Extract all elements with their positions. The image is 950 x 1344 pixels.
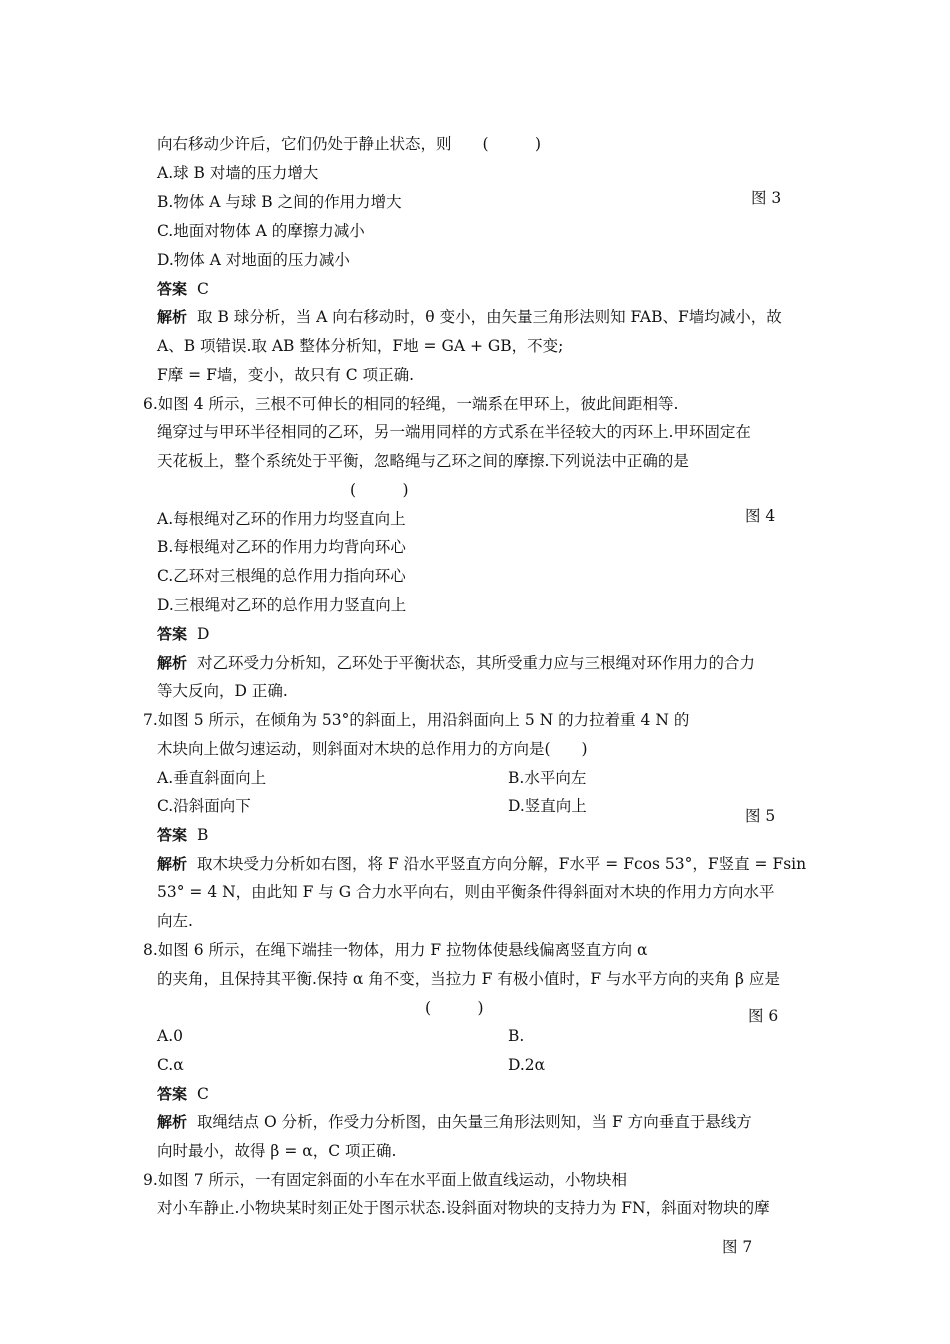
text-line: A、B 项错误.取 AB 整体分析知，F地 = GA + GB，不变;	[157, 337, 564, 355]
figure-label: 图 5	[745, 807, 776, 825]
option-c: C.地面对物体 A 的摩擦力减小	[157, 222, 365, 240]
answer-line	[157, 1083, 209, 1105]
text-line: 53° = 4 N，由此知 F 与 G 合力水平向右，则由平衡条件得斜面对木块的作用力方向水平	[157, 883, 775, 901]
option-c: C.乙环对三根绳的总作用力指向环心	[157, 567, 406, 585]
text-line: 向左.	[157, 912, 193, 930]
text-line: 向时最小，故得 β = α，C 项正确.	[157, 1142, 397, 1160]
analysis-label: 解析	[157, 654, 188, 672]
answer-label: 答案	[157, 280, 188, 298]
text-line: 等大反向，D 正确.	[157, 682, 288, 700]
option-d: D.物体 A 对地面的压力减小	[157, 251, 350, 269]
answer-value: C	[197, 1085, 209, 1103]
question-line: 7.如图 5 所示，在倾角为 53°的斜面上，用沿斜面向上 5 N 的力拉着重 4 N 的	[143, 711, 690, 729]
figure-label: 图 3	[751, 189, 782, 207]
figure-label: 图 6	[748, 1007, 779, 1025]
analysis-line	[157, 1111, 752, 1133]
option-b: B.物体 A 与球 B 之间的作用力增大	[157, 193, 402, 211]
option-b: B.每根绳对乙环的作用力均背向环心	[157, 538, 406, 556]
answer-bracket: ( )	[425, 999, 484, 1017]
answer-label: 答案	[157, 826, 188, 844]
text-line: 天花板上，整个系统处于平衡，忽略绳与乙环之间的摩擦.下列说法中正确的是	[157, 452, 689, 470]
option-a: A.0	[157, 1027, 183, 1045]
figure-label: 图 7	[722, 1238, 753, 1256]
text-line: 向右移动少许后，它们仍处于静止状态，则 ( )	[157, 135, 542, 153]
option-b: B.	[508, 1027, 525, 1045]
text-line: 的夹角，且保持其平衡.保持 α 角不变，当拉力 F 有极小值时，F 与水平方向的夹角 β 应是	[157, 970, 780, 988]
answer-value: B	[197, 826, 209, 844]
analysis-text: 取 B 球分析，当 A 向右移动时，θ 变小，由矢量三角形法则知 FAB、F墙均减小，故	[197, 308, 782, 326]
text-line: 木块向上做匀速运动，则斜面对木块的总作用力的方向是( )	[157, 740, 588, 758]
analysis-label: 解析	[157, 1113, 188, 1131]
analysis-line	[157, 652, 755, 674]
option-a: A.球 B 对墙的压力增大	[157, 164, 319, 182]
answer-label: 答案	[157, 625, 188, 643]
analysis-line	[157, 306, 782, 328]
question-line: 9.如图 7 所示，一有固定斜面的小车在水平面上做直线运动，小物块相	[143, 1171, 628, 1189]
figure-label: 图 4	[745, 507, 776, 525]
text-line: 绳穿过与甲环半径相同的乙环，另一端用同样的方式系在半径较大的丙环上.甲环固定在	[157, 423, 751, 441]
analysis-text: 对乙环受力分析知，乙环处于平衡状态，其所受重力应与三根绳对环作用力的合力	[197, 654, 756, 672]
analysis-text: 取绳结点 O 分析，作受力分析图，由矢量三角形法则知，当 F 方向垂直于悬线方	[197, 1113, 752, 1131]
option-a: A.垂直斜面向上	[157, 769, 267, 787]
answer-value: D	[197, 625, 210, 643]
option-d: D.竖直向上	[508, 797, 587, 815]
answer-label: 答案	[157, 1085, 188, 1103]
option-c: C.α	[157, 1056, 184, 1074]
question-line: 8.如图 6 所示，在绳下端挂一物体，用力 F 拉物体使悬线偏离竖直方向 α	[143, 941, 648, 959]
answer-line	[157, 278, 209, 300]
answer-line	[157, 623, 209, 645]
text-line: F摩 = F墙，变小，故只有 C 项正确.	[157, 366, 414, 384]
analysis-text: 取木块受力分析如右图，将 F 沿水平竖直方向分解，F水平 = Fcos 53°，F竖直 = Fsin	[197, 855, 807, 873]
text-line: 对小车静止.小物块某时刻正处于图示状态.设斜面对物块的支持力为 FN，斜面对物块的摩	[157, 1199, 770, 1217]
option-d: D.2α	[508, 1056, 546, 1074]
option-a: A.每根绳对乙环的作用力均竖直向上	[157, 510, 406, 528]
question-line: 6.如图 4 所示，三根不可伸长的相同的轻绳，一端系在甲环上，彼此间距相等.	[143, 395, 679, 413]
analysis-label: 解析	[157, 855, 188, 873]
analysis-label: 解析	[157, 308, 188, 326]
option-d: D.三根绳对乙环的总作用力竖直向上	[157, 596, 407, 614]
analysis-line	[157, 853, 806, 875]
option-b: B.水平向左	[508, 769, 587, 787]
answer-bracket: ( )	[350, 481, 409, 499]
answer-line	[157, 824, 208, 846]
answer-value: C	[197, 280, 209, 298]
option-c: C.沿斜面向下	[157, 797, 251, 815]
